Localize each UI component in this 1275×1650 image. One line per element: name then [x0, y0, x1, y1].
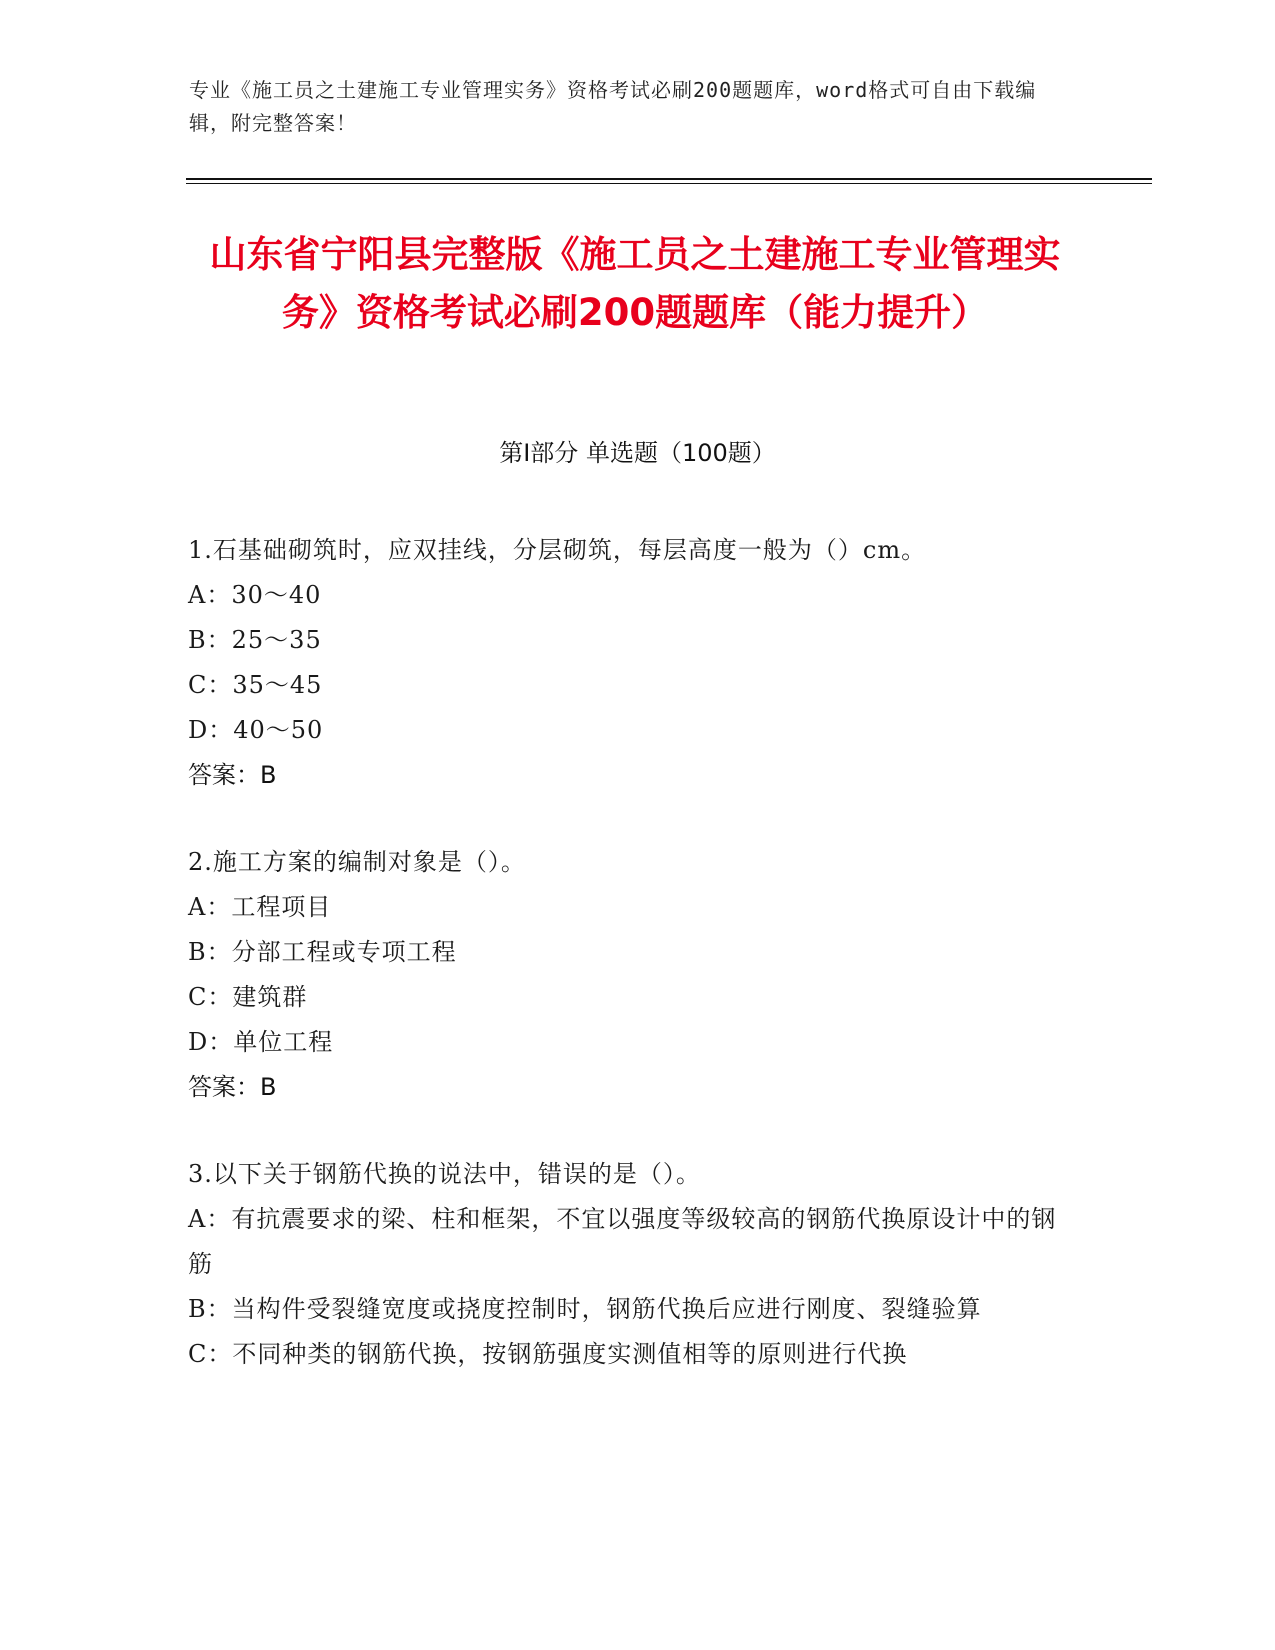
- option-a: A：30～40: [188, 581, 322, 609]
- option-a: A：有抗震要求的梁、柱和框架，不宜以强度等级较高的钢筋代换原设计中的钢筋: [188, 1205, 1057, 1278]
- answer-line: 答案：B: [188, 1073, 277, 1101]
- question-3: [188, 1152, 1078, 1377]
- header-note: 专业《施工员之土建施工专业管理实务》资格考试必刷200题题库，word格式可自由下载编辑，附完整答案！: [189, 78, 1037, 135]
- document-title: 山东省宁阳县完整版《施工员之土建施工专业管理实务》资格考试必刷200题题库（能力提升）: [209, 233, 1061, 334]
- option-b: B：当构件受裂缝宽度或挠度控制时，钢筋代换后应进行刚度、裂缝验算: [188, 1295, 982, 1323]
- answer-line: 答案：B: [188, 761, 277, 789]
- header-divider-thin: [186, 183, 1152, 184]
- question-2: [188, 840, 1078, 1110]
- header-divider-thick: [186, 178, 1152, 180]
- option-b: B：分部工程或专项工程: [188, 938, 457, 966]
- option-c: C：不同种类的钢筋代换，按钢筋强度实测值相等的原则进行代换: [188, 1340, 908, 1368]
- option-c: C：35～45: [188, 671, 323, 699]
- option-d: D：40～50: [188, 716, 324, 744]
- question-1: [188, 528, 1078, 798]
- option-a: A：工程项目: [188, 893, 332, 921]
- section-heading: 第I部分 单选题（100题）: [499, 439, 776, 467]
- option-d: D：单位工程: [188, 1028, 334, 1056]
- question-stem: 3.以下关于钢筋代换的说法中，错误的是（）。: [188, 1160, 701, 1188]
- question-stem: 1.石基础砌筑时，应双挂线，分层砌筑，每层高度一般为（）cm。: [188, 536, 927, 564]
- question-stem: 2.施工方案的编制对象是（）。: [188, 848, 526, 876]
- option-b: B：25～35: [188, 626, 322, 654]
- question-list: [188, 528, 1078, 1419]
- option-c: C：建筑群: [188, 983, 308, 1011]
